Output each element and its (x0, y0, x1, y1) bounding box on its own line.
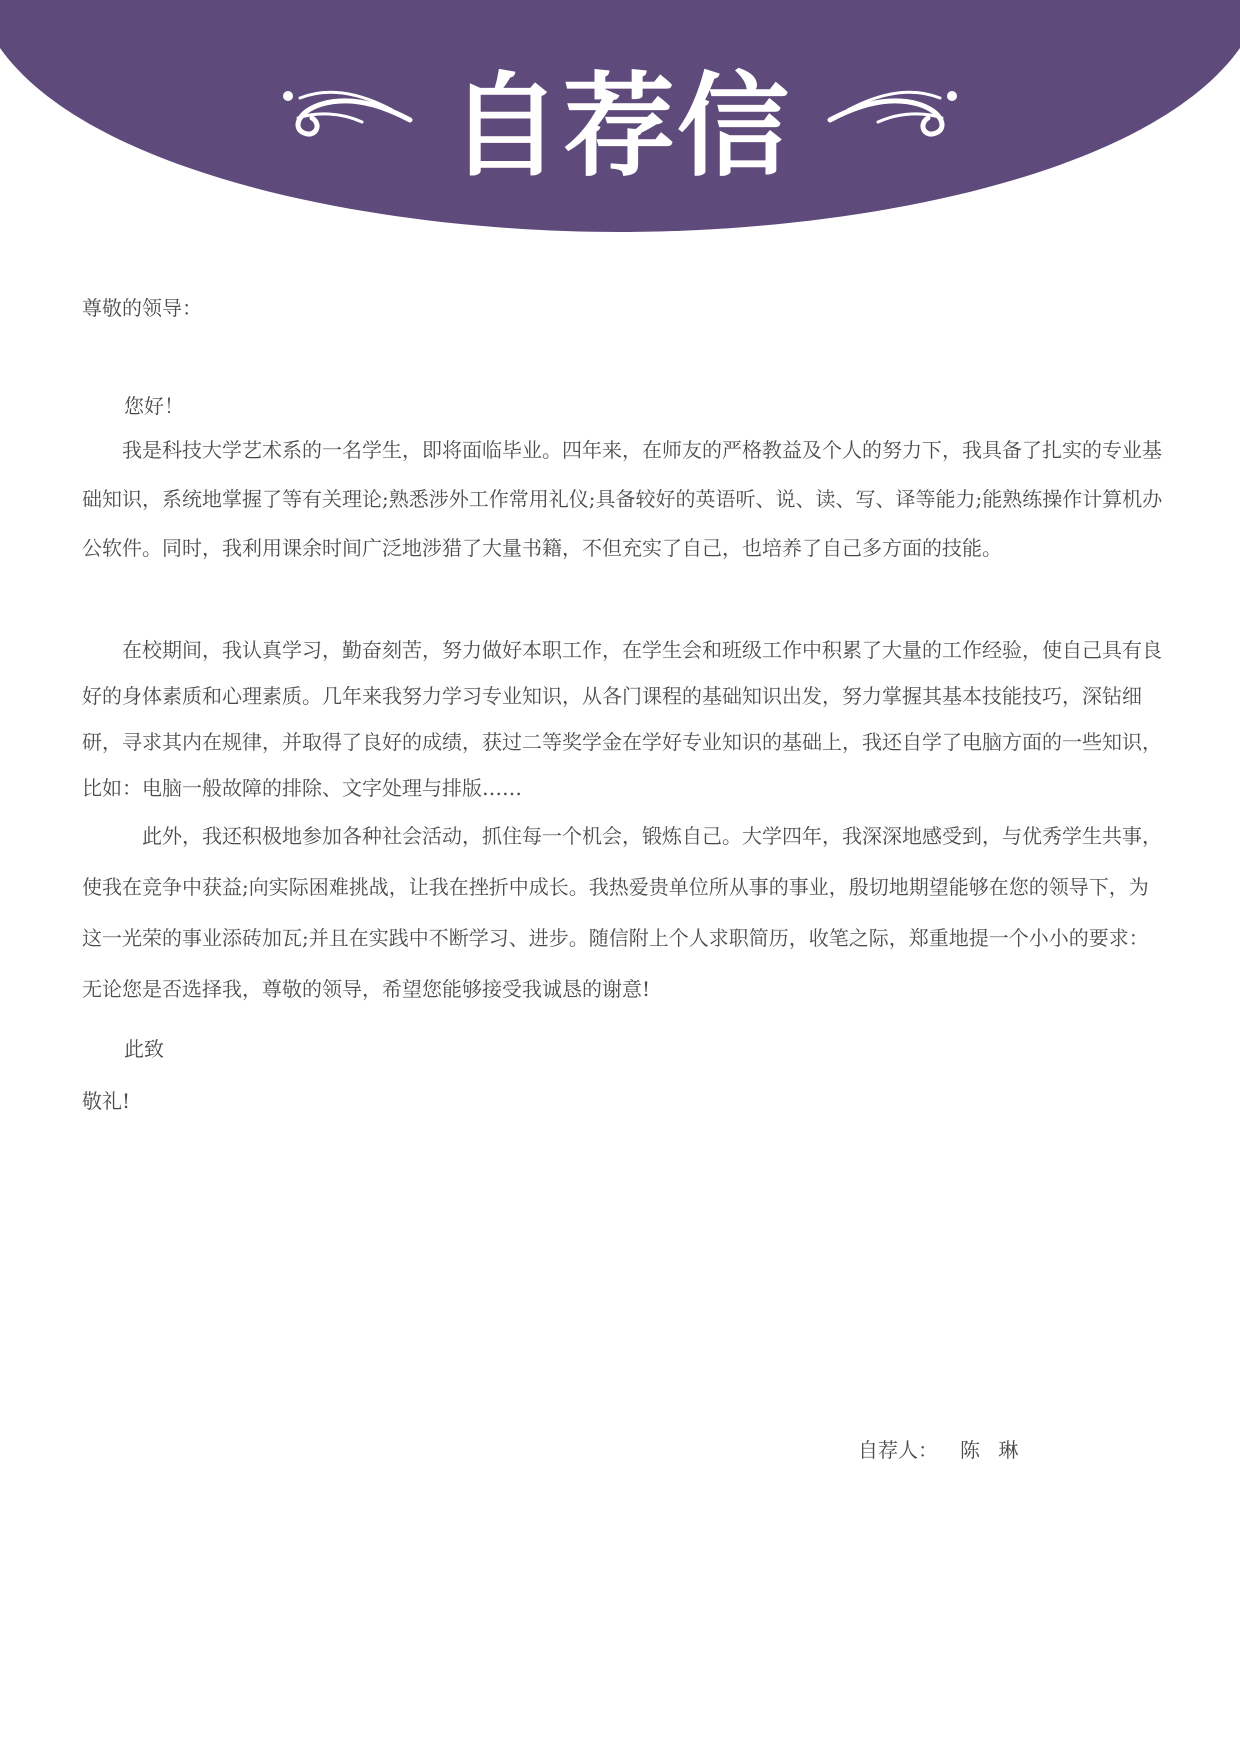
signature-name: 陈 琳 (960, 1438, 1025, 1462)
body-paragraph-3: 此外，我还积极地参加各种社会活动，抓住每一个机会，锻炼自己。大学四年，我深深地感受到，与优秀学生共事，使我在竞争中获益;向实际困难挑战，让我在挫折中成长。我热爱贵单位所从事的事业，殷切地期望能够在您的领导下，为这一光荣的事业添砖加瓦;并且在实践中不断学习、进步。随信附上个人求职简历，收笔之际，郑重地提一个小小的要求：无论您是否选择我，尊敬的领导，希望您能够接受我诚恳的谢意! (82, 824, 1162, 1001)
greeting: 您好！ (124, 394, 184, 418)
body-paragraph-2: 在校期间，我认真学习，勤奋刻苦，努力做好本职工作，在学生会和班级工作中积累了大量的工作经验，使自己具有良好的身体素质和心理素质。几年来我努力学习专业知识，从各门课程的基础知识出发，努力掌握其基本技能技巧，深钻细研，寻求其内在规律，并取得了良好的成绩，获过二等奖学金在学好专业知识的基础上，我还自学了电脑方面的一些知识，比如：电脑一般故障的排除、文字处理与排版…… (82, 638, 1162, 800)
signature (858, 1434, 1158, 1463)
signature-label: 自荐人： (858, 1438, 938, 1462)
page-title: 自荐信 (449, 62, 791, 192)
closing-phrase: 此致 (124, 1037, 164, 1061)
regards-phrase: 敬礼! (82, 1089, 131, 1113)
body-paragraph-1: 我是科技大学艺术系的一名学生，即将面临毕业。四年来，在师友的严格教益及个人的努力下，我具备了扎实的专业基础知识，系统地掌握了等有关理论;熟悉涉外工作常用礼仪;具备较好的英语听、说、读、写、译等能力;能熟练操作计算机办公软件。同时，我利用课余时间广泛地涉猎了大量书籍，不但充实了自己，也培养了自己多方面的技能。 (82, 438, 1163, 560)
salutation: 尊敬的领导： (82, 296, 202, 320)
